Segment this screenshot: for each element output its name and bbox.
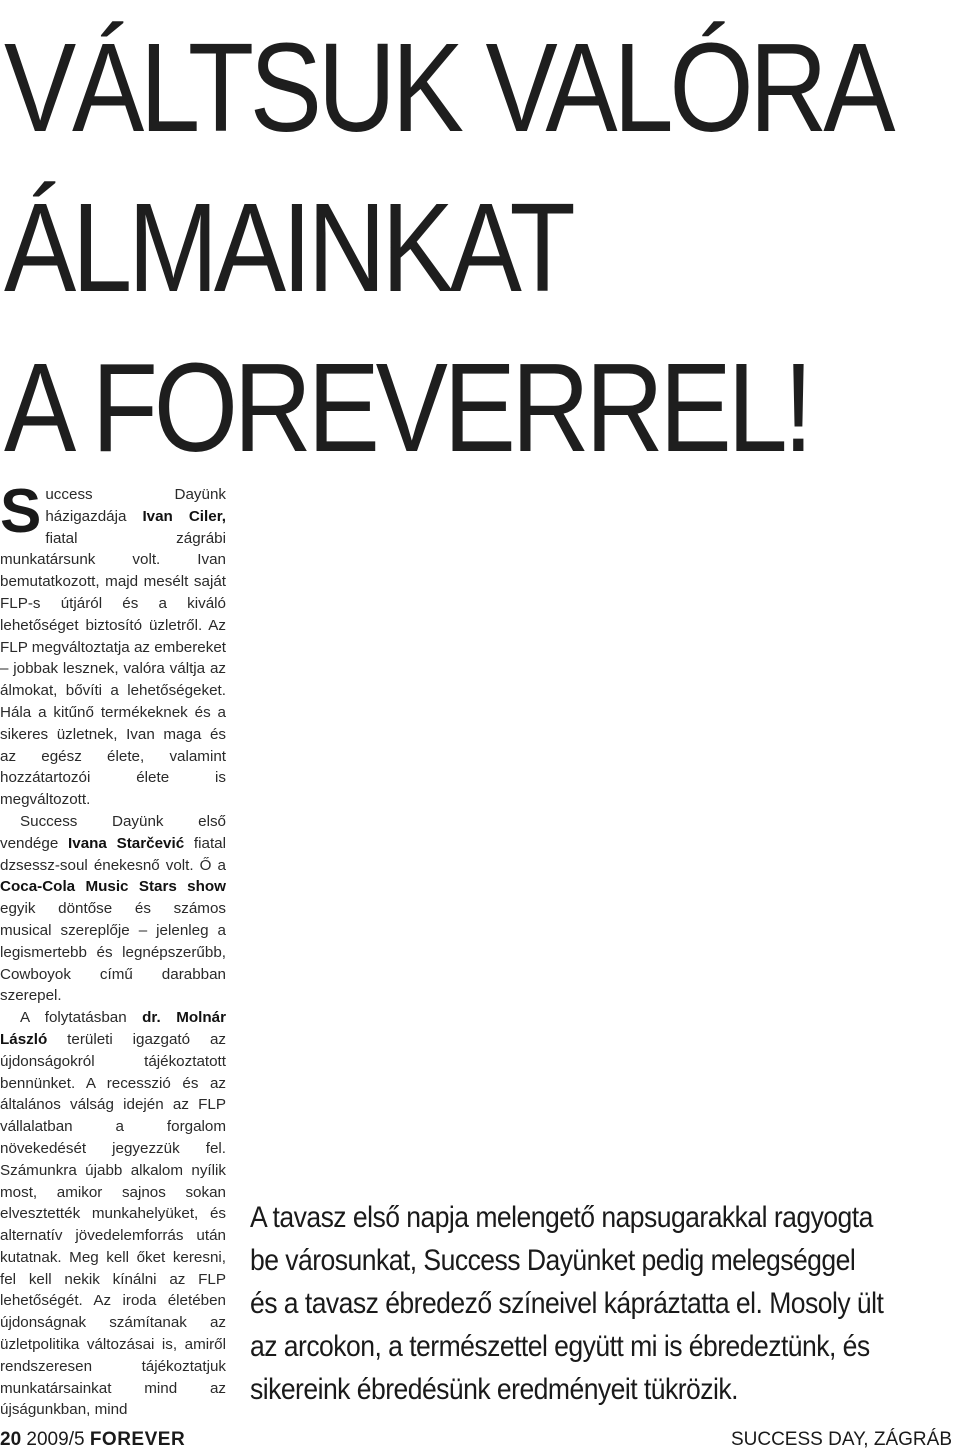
page-footer-left [0, 1428, 185, 1452]
headline-line-3: A FOREVERREL! [4, 337, 810, 478]
headline-line-1: VÁLTSUK VALÓRA [4, 17, 892, 158]
lead-paragraph: A tavasz első napja melengető napsugarakkal ragyogta be városunkat, Success Dayünket pedig melegséggel és a tavasz ébredező színeivel kápráztatta el. Mosoly ült az arcokon, a természettel együtt mi is ébredeztünk, és sikereink ébredésünk eredményeit tükrözik. [250, 1201, 884, 1406]
issue-number: 2009/5 [26, 1429, 85, 1450]
article-paragraph-3: A folytatásban dr. Molnár László területi igazgató az újdonságokról tájékoztatott bennünket. A recesszió és az általános válság idején az FLP vállalatban a forgalom növekedését jegyezzük fel. Számunkra újabb alkalom nyílik most, amikor sajnos sokan elvesztették munkahelyüket, és alternatív jövedelemforrás után kutatnak. Meg kell őket keresni, fel kell nekik kínálni az FLP lehetőségét. Az iroda életében újdonságnak számítanak az üzletpolitika változásai is, amiről rendszeresen tájékoztatjuk munkatársainkat mind az újságunkban, mind [0, 1009, 226, 1419]
show-name: Coca-Cola Music Stars show [0, 878, 226, 896]
drop-cap: S [0, 477, 42, 546]
person-name-ivana-starcevic: Ivana Starčević [68, 834, 185, 852]
article-body-column [0, 477, 226, 1421]
section-name: SUCCESS DAY, ZÁGRÁB [730, 1429, 952, 1450]
headline [4, 8, 892, 488]
page-number: 20 [0, 1429, 22, 1450]
person-name-molnar-laszlo: dr. Molnár László [0, 1009, 226, 1048]
article-paragraph-2: Success Dayünk első vendége Ivana Starčević fiatal dzsessz-soul énekesnő volt. Ő a Coca-Cola Music Stars show egyik döntőse és számos musical szereplője – jelenleg a legismertebb és legnépszerűbb, Cowboyok című darabban szerepel. [0, 812, 226, 1005]
magazine-name: FOREVER [89, 1429, 186, 1450]
headline-line-2: ÁLMAINKAT [4, 177, 572, 318]
person-name-ivan-ciler: Ivan Ciler, [142, 507, 226, 525]
article-paragraph-1: Success Dayünk házigazdája Ivan Ciler, fiatal zágrábi munkatársunk volt. Ivan bemutatkozott, majd mesélt saját FLP-s útjáról és a kiváló lehetőséget biztosító üzletről. Az FLP megváltoztatja az embereket – jobbak lesznek, valóra váltja az álmokat, bővíti a lehetőségeket. Hála a kitűnő termékeknek és a sikeres üzletnek, Ivan maga és az egész élete, valamint hozzátartozói élete is megváltozott. [0, 477, 226, 809]
